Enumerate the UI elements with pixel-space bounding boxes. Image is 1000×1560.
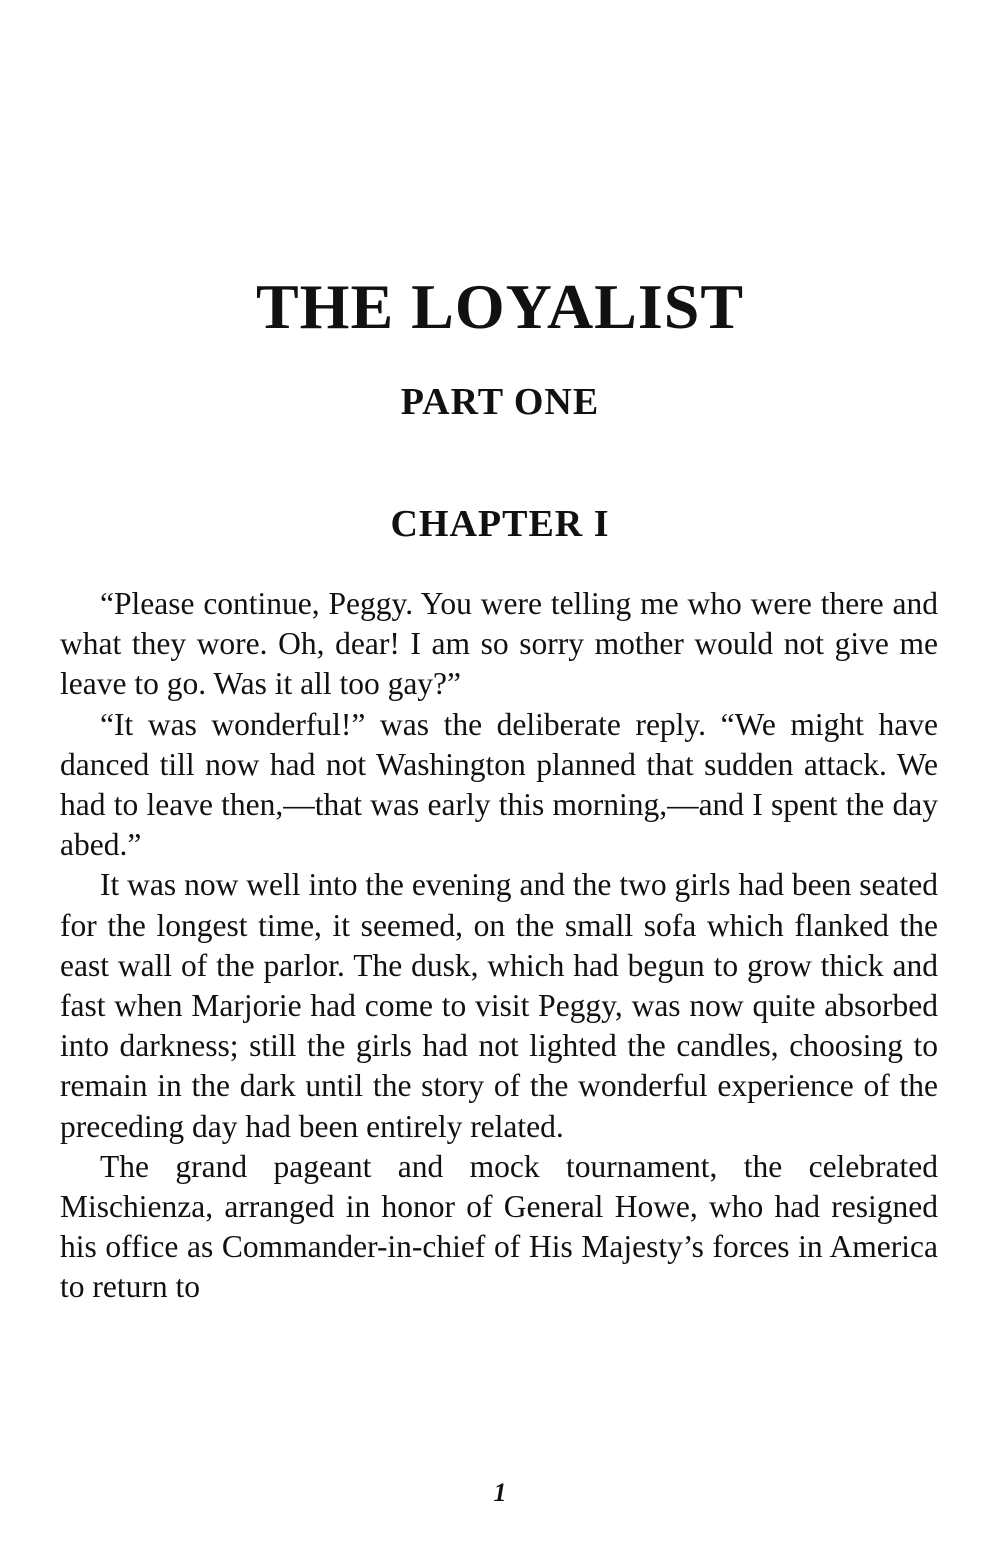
- page-number: 1: [493, 1478, 507, 1507]
- chapter-title: CHAPTER I: [390, 503, 610, 545]
- book-title: THE LOYALIST: [255, 271, 745, 342]
- paragraph: “Please continue, Peggy. You were telling me who were there and what they wore. Oh, dear! I am so sorry mother would not give me leave to go. Was it all too gay?”: [60, 586, 938, 702]
- paragraph: “It was wonderful!” was the deliberate reply. “We might have danced till now had not Washington planned that sudden attack. We had to leave then,—that was early this morning,—and I spent the day abed.”: [60, 706, 938, 863]
- paragraph: It was now well into the evening and the two girls had been seated for the longest time, it seemed, on the small sofa which flanked the east wall of the parlor. The dusk, which had begun to grow thick and fast when Marjorie had come to visit Peggy, was now quite absorbed into darkness; still the girls had not lighted the candles, choosing to remain in the dark until the story of the wonderful experience of the preceding day had been entirely related.: [60, 867, 938, 1144]
- paragraph: The grand pageant and mock tournament, the celebrated Mischienza, arranged in honor of General Howe, who had resigned his office as Commander-in-chief of His Majesty’s forces in America to return to: [60, 1148, 938, 1305]
- part-title: PART ONE: [400, 381, 600, 423]
- chapter-body: [60, 584, 938, 1308]
